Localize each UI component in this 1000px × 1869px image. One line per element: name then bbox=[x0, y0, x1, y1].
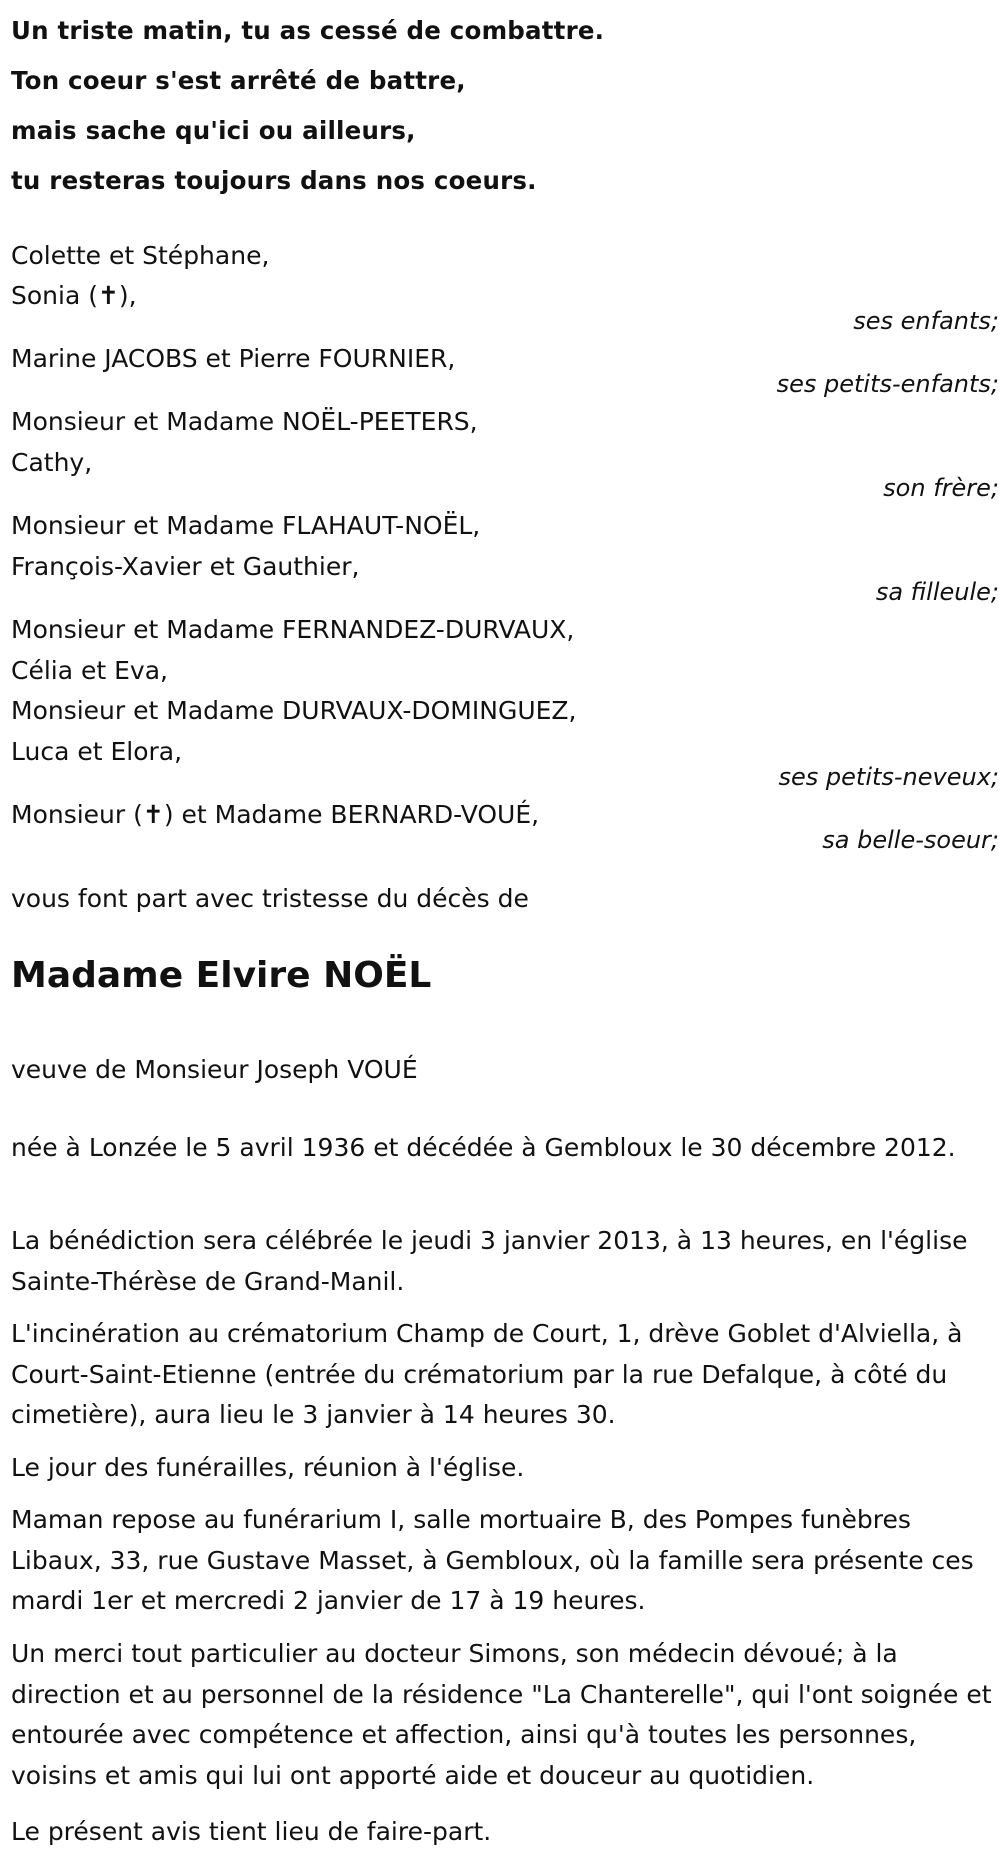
family-line: Colette et Stéphane, bbox=[11, 241, 270, 270]
paragraph-notice: Le présent avis tient lieu de faire-part. bbox=[11, 1817, 492, 1846]
poem bbox=[11, 6, 604, 206]
paragraph-funeral-home: Maman repose au funérarium I, salle mortuaire B, des Pompes funèbres Libaux, 33, rue Gustave Masset, à Gembloux, où la famille sera présente ces mardi 1er et mercredi 2 janvier de 17 à 19 heures. bbox=[11, 1505, 974, 1615]
family-role: son frère; bbox=[883, 474, 999, 502]
family-role: ses enfants; bbox=[853, 307, 999, 335]
family-role: ses petits-enfants; bbox=[776, 370, 999, 398]
paragraph-blessing: La bénédiction sera célébrée le jeudi 3 janvier 2013, à 13 heures, en l'église Sainte-Thérèse de Grand-Manil. bbox=[11, 1226, 968, 1296]
paragraph-birth-death: née à Lonzée le 5 avril 1936 et décédée à Gembloux le 30 décembre 2012. bbox=[11, 1133, 956, 1162]
family-line: Monsieur (✝) et Madame BERNARD-VOUÉ, bbox=[11, 800, 540, 829]
family-line: Sonia (✝), bbox=[11, 281, 137, 310]
family-line: Célia et Eva, bbox=[11, 656, 168, 685]
widow-of: veuve de Monsieur Joseph VOUÉ bbox=[11, 1055, 418, 1084]
family-role: sa belle-soeur; bbox=[822, 826, 999, 854]
family-line: François-Xavier et Gauthier, bbox=[11, 552, 360, 581]
family-line: Marine JACOBS et Pierre FOURNIER, bbox=[11, 344, 456, 373]
poem-line: mais sache qu'ici ou ailleurs, bbox=[11, 116, 416, 145]
paragraph-cremation: L'incinération au crématorium Champ de Court, 1, drève Goblet d'Alviella, à Court-Saint-Etienne (entrée du crématorium par la rue Defalque, à côté du cimetière), aura lieu le 3 janvier à 14 heures 30. bbox=[11, 1319, 963, 1429]
deceased-name: Madame Elvire NOËL bbox=[11, 955, 432, 996]
poem-line: Ton coeur s'est arrêté de battre, bbox=[11, 66, 466, 95]
paragraph-meeting: Le jour des funérailles, réunion à l'église. bbox=[11, 1453, 525, 1482]
family-line: Monsieur et Madame DURVAUX-DOMINGUEZ, bbox=[11, 696, 577, 725]
poem-line: Un triste matin, tu as cessé de combattre. bbox=[11, 16, 605, 45]
family-line: Monsieur et Madame FERNANDEZ-DURVAUX, bbox=[11, 615, 575, 644]
family-line: Monsieur et Madame FLAHAUT-NOËL, bbox=[11, 511, 481, 540]
family-line: Luca et Elora, bbox=[11, 737, 183, 766]
poem-line: tu resteras toujours dans nos coeurs. bbox=[11, 166, 537, 195]
family-line: Monsieur et Madame NOËL-PEETERS, bbox=[11, 407, 478, 436]
paragraph-thanks: Un merci tout particulier au docteur Simons, son médecin dévoué; à la direction et au personnel de la résidence "La Chanterelle", qui l'ont soignée et entourée avec compétence et affection, ainsi qu'à toutes les personnes, voisins et amis qui lui ont apporté aide et douceur au quotidien. bbox=[11, 1639, 992, 1790]
family-role: ses petits-neveux; bbox=[778, 763, 999, 791]
family-role: sa filleule; bbox=[875, 578, 999, 606]
family-line: Cathy, bbox=[11, 448, 93, 477]
announcement: vous font part avec tristesse du décès de bbox=[11, 884, 529, 913]
